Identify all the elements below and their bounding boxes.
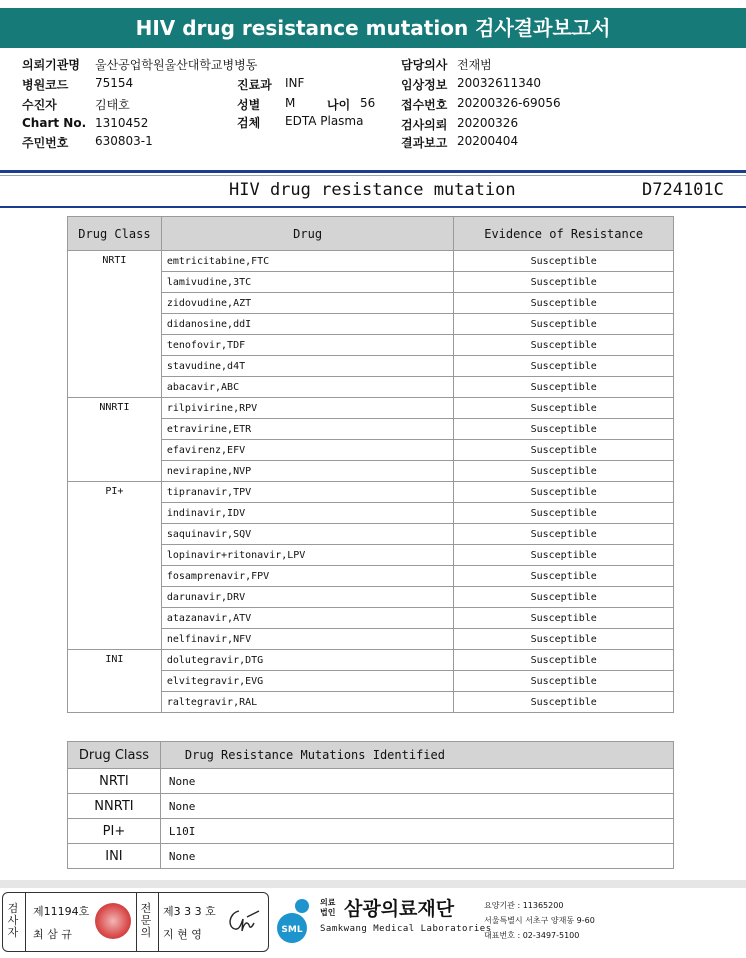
- info-value-institution: 울산공업학원울산대학교병병동: [95, 58, 258, 72]
- evidence-cell: Susceptible: [454, 608, 674, 629]
- info-label-receipt-no: 접수번호: [401, 98, 448, 112]
- drug-cell: elvitegravir,EVG: [161, 671, 454, 692]
- reviewer-name: 지 현 영: [163, 928, 202, 941]
- divider: [0, 170, 746, 173]
- evidence-cell: Susceptible: [454, 587, 674, 608]
- drug-cell: lopinavir+ritonavir,LPV: [161, 545, 454, 566]
- evidence-cell: Susceptible: [454, 398, 674, 419]
- info-value-hospital-code: 75154: [95, 76, 134, 90]
- evidence-cell: Susceptible: [454, 566, 674, 587]
- footer-band: [0, 880, 746, 888]
- table-row: [68, 650, 674, 671]
- drug-class-cell: NNRTI: [68, 794, 161, 819]
- table-header-row: [68, 742, 674, 769]
- evidence-cell: Susceptible: [454, 377, 674, 398]
- reviewer-signature-icon: [225, 905, 261, 935]
- evidence-cell: Susceptible: [454, 335, 674, 356]
- drug-class-cell: INI: [68, 650, 162, 713]
- evidence-cell: Susceptible: [454, 272, 674, 293]
- info-label-sex: 성별: [237, 98, 261, 112]
- info-value-age: 56: [360, 96, 376, 110]
- table-row: [68, 794, 674, 819]
- reviewer-label: 전문의: [140, 902, 152, 939]
- info-label-chart-no: Chart No.: [22, 116, 87, 130]
- table-header-row: [68, 217, 674, 251]
- organization-address: 서울특별시 서초구 양재동 9-60: [484, 916, 595, 925]
- info-label-institution: 의뢰기관명: [22, 58, 80, 72]
- evidence-cell: Susceptible: [454, 356, 674, 377]
- evidence-cell: Susceptible: [454, 692, 674, 713]
- table-row: [68, 398, 674, 419]
- organization-contact: [484, 898, 595, 943]
- column-header-drug-class: Drug Class: [68, 217, 162, 251]
- info-label-department: 진료과: [237, 78, 272, 92]
- evidence-cell: Susceptible: [454, 293, 674, 314]
- drug-cell: darunavir,DRV: [161, 587, 454, 608]
- evidence-cell: Susceptible: [454, 524, 674, 545]
- info-value-chart-no: 1310452: [95, 116, 149, 130]
- drug-cell: rilpivirine,RPV: [161, 398, 454, 419]
- signature-box: [2, 892, 269, 952]
- section-divider: [0, 206, 746, 208]
- mutations-cell: L10I: [160, 819, 673, 844]
- organization-type: 의료법인: [320, 898, 336, 917]
- column-header-drug-class: Drug Class: [68, 742, 161, 769]
- table-row: [68, 769, 674, 794]
- table-row: [68, 482, 674, 503]
- drug-cell: nevirapine,NVP: [161, 461, 454, 482]
- info-label-doctor: 담당의사: [401, 58, 448, 72]
- organization-phone: 대표번호 : 02-3497-5100: [484, 931, 580, 940]
- svg-text:SML: SML: [281, 925, 303, 935]
- mutation-table: [67, 741, 674, 869]
- info-value-receipt-no: 20200326-69056: [457, 96, 561, 110]
- drug-cell: efavirenz,EFV: [161, 440, 454, 461]
- info-label-clinical-info: 임상정보: [401, 78, 448, 92]
- info-value-patient: 김태호: [95, 98, 130, 112]
- evidence-cell: Susceptible: [454, 545, 674, 566]
- test-code: D724101C: [642, 180, 724, 200]
- drug-cell: didanosine,ddI: [161, 314, 454, 335]
- mutations-cell: None: [160, 769, 673, 794]
- drug-cell: emtricitabine,FTC: [161, 251, 454, 272]
- table-row: [68, 251, 674, 272]
- drug-cell: abacavir,ABC: [161, 377, 454, 398]
- examiner-name: 최 삼 규: [33, 928, 72, 941]
- info-value-request-date: 20200326: [457, 116, 519, 130]
- resistance-table: [67, 216, 674, 713]
- organization-name-en: Samkwang Medical Laboratories: [320, 924, 492, 934]
- column-header-drug: Drug: [161, 217, 454, 251]
- divider-thin: [0, 175, 746, 176]
- reviewer-license-no: 제3 3 3 호: [163, 905, 216, 918]
- info-value-doctor: 전재범: [457, 58, 492, 72]
- evidence-cell: Susceptible: [454, 671, 674, 692]
- drug-class-cell: NNRTI: [68, 398, 162, 482]
- info-value-resident-no: 630803-1: [95, 134, 153, 148]
- info-value-specimen: EDTA Plasma: [285, 114, 364, 128]
- evidence-cell: Susceptible: [454, 629, 674, 650]
- drug-class-cell: INI: [68, 844, 161, 869]
- drug-cell: tenofovir,TDF: [161, 335, 454, 356]
- info-label-age: 나이: [327, 98, 351, 112]
- info-value-clinical-info: 20032611340: [457, 76, 541, 90]
- evidence-cell: Susceptible: [454, 251, 674, 272]
- examiner-label: 검사자: [7, 902, 19, 939]
- resistance-table-body: [68, 251, 674, 713]
- drug-cell: atazanavir,ATV: [161, 608, 454, 629]
- evidence-cell: Susceptible: [454, 482, 674, 503]
- evidence-cell: Susceptible: [454, 314, 674, 335]
- info-value-report-date: 20200404: [457, 134, 519, 148]
- signature-separator: [158, 893, 159, 951]
- evidence-cell: Susceptible: [454, 461, 674, 482]
- drug-class-cell: PI+: [68, 482, 162, 650]
- drug-cell: tipranavir,TPV: [161, 482, 454, 503]
- organization-code: 요양기관 : 11365200: [484, 901, 564, 910]
- evidence-cell: Susceptible: [454, 419, 674, 440]
- drug-class-cell: NRTI: [68, 251, 162, 398]
- table-row: [68, 819, 674, 844]
- section-title: HIV drug resistance mutation: [229, 180, 516, 200]
- drug-class-cell: NRTI: [68, 769, 161, 794]
- drug-cell: dolutegravir,DTG: [161, 650, 454, 671]
- drug-cell: fosamprenavir,FPV: [161, 566, 454, 587]
- drug-cell: indinavir,IDV: [161, 503, 454, 524]
- drug-cell: zidovudine,AZT: [161, 293, 454, 314]
- info-value-department: INF: [285, 76, 305, 90]
- drug-cell: lamivudine,3TC: [161, 272, 454, 293]
- examiner-seal-icon: [95, 903, 131, 939]
- examiner-license-no: 제11194호: [33, 905, 90, 918]
- evidence-cell: Susceptible: [454, 503, 674, 524]
- sml-logo-icon: [272, 896, 318, 944]
- mutations-cell: None: [160, 794, 673, 819]
- info-label-specimen: 검체: [237, 116, 261, 130]
- organization-name: 삼광의료재단: [344, 898, 455, 920]
- mutations-cell: None: [160, 844, 673, 869]
- column-header-evidence: Evidence of Resistance: [454, 217, 674, 251]
- report-title: HIV drug resistance mutation 검사결과보고서: [0, 8, 746, 48]
- signature-separator: [25, 893, 26, 951]
- drug-cell: saquinavir,SQV: [161, 524, 454, 545]
- drug-cell: nelfinavir,NFV: [161, 629, 454, 650]
- table-row: [68, 844, 674, 869]
- column-header-mutations: Drug Resistance Mutations Identified: [160, 742, 673, 769]
- drug-cell: raltegravir,RAL: [161, 692, 454, 713]
- mutation-table-body: [68, 769, 674, 869]
- evidence-cell: Susceptible: [454, 440, 674, 461]
- info-label-patient: 수진자: [22, 98, 57, 112]
- drug-class-cell: PI+: [68, 819, 161, 844]
- drug-cell: etravirine,ETR: [161, 419, 454, 440]
- info-label-report-date: 결과보고: [401, 136, 448, 150]
- patient-info: [22, 56, 742, 156]
- info-label-hospital-code: 병원코드: [22, 78, 69, 92]
- evidence-cell: Susceptible: [454, 650, 674, 671]
- info-value-sex: M: [285, 96, 296, 110]
- info-label-request-date: 검사의뢰: [401, 118, 448, 132]
- info-label-resident-no: 주민번호: [22, 136, 69, 150]
- signature-separator: [136, 893, 137, 951]
- drug-cell: stavudine,d4T: [161, 356, 454, 377]
